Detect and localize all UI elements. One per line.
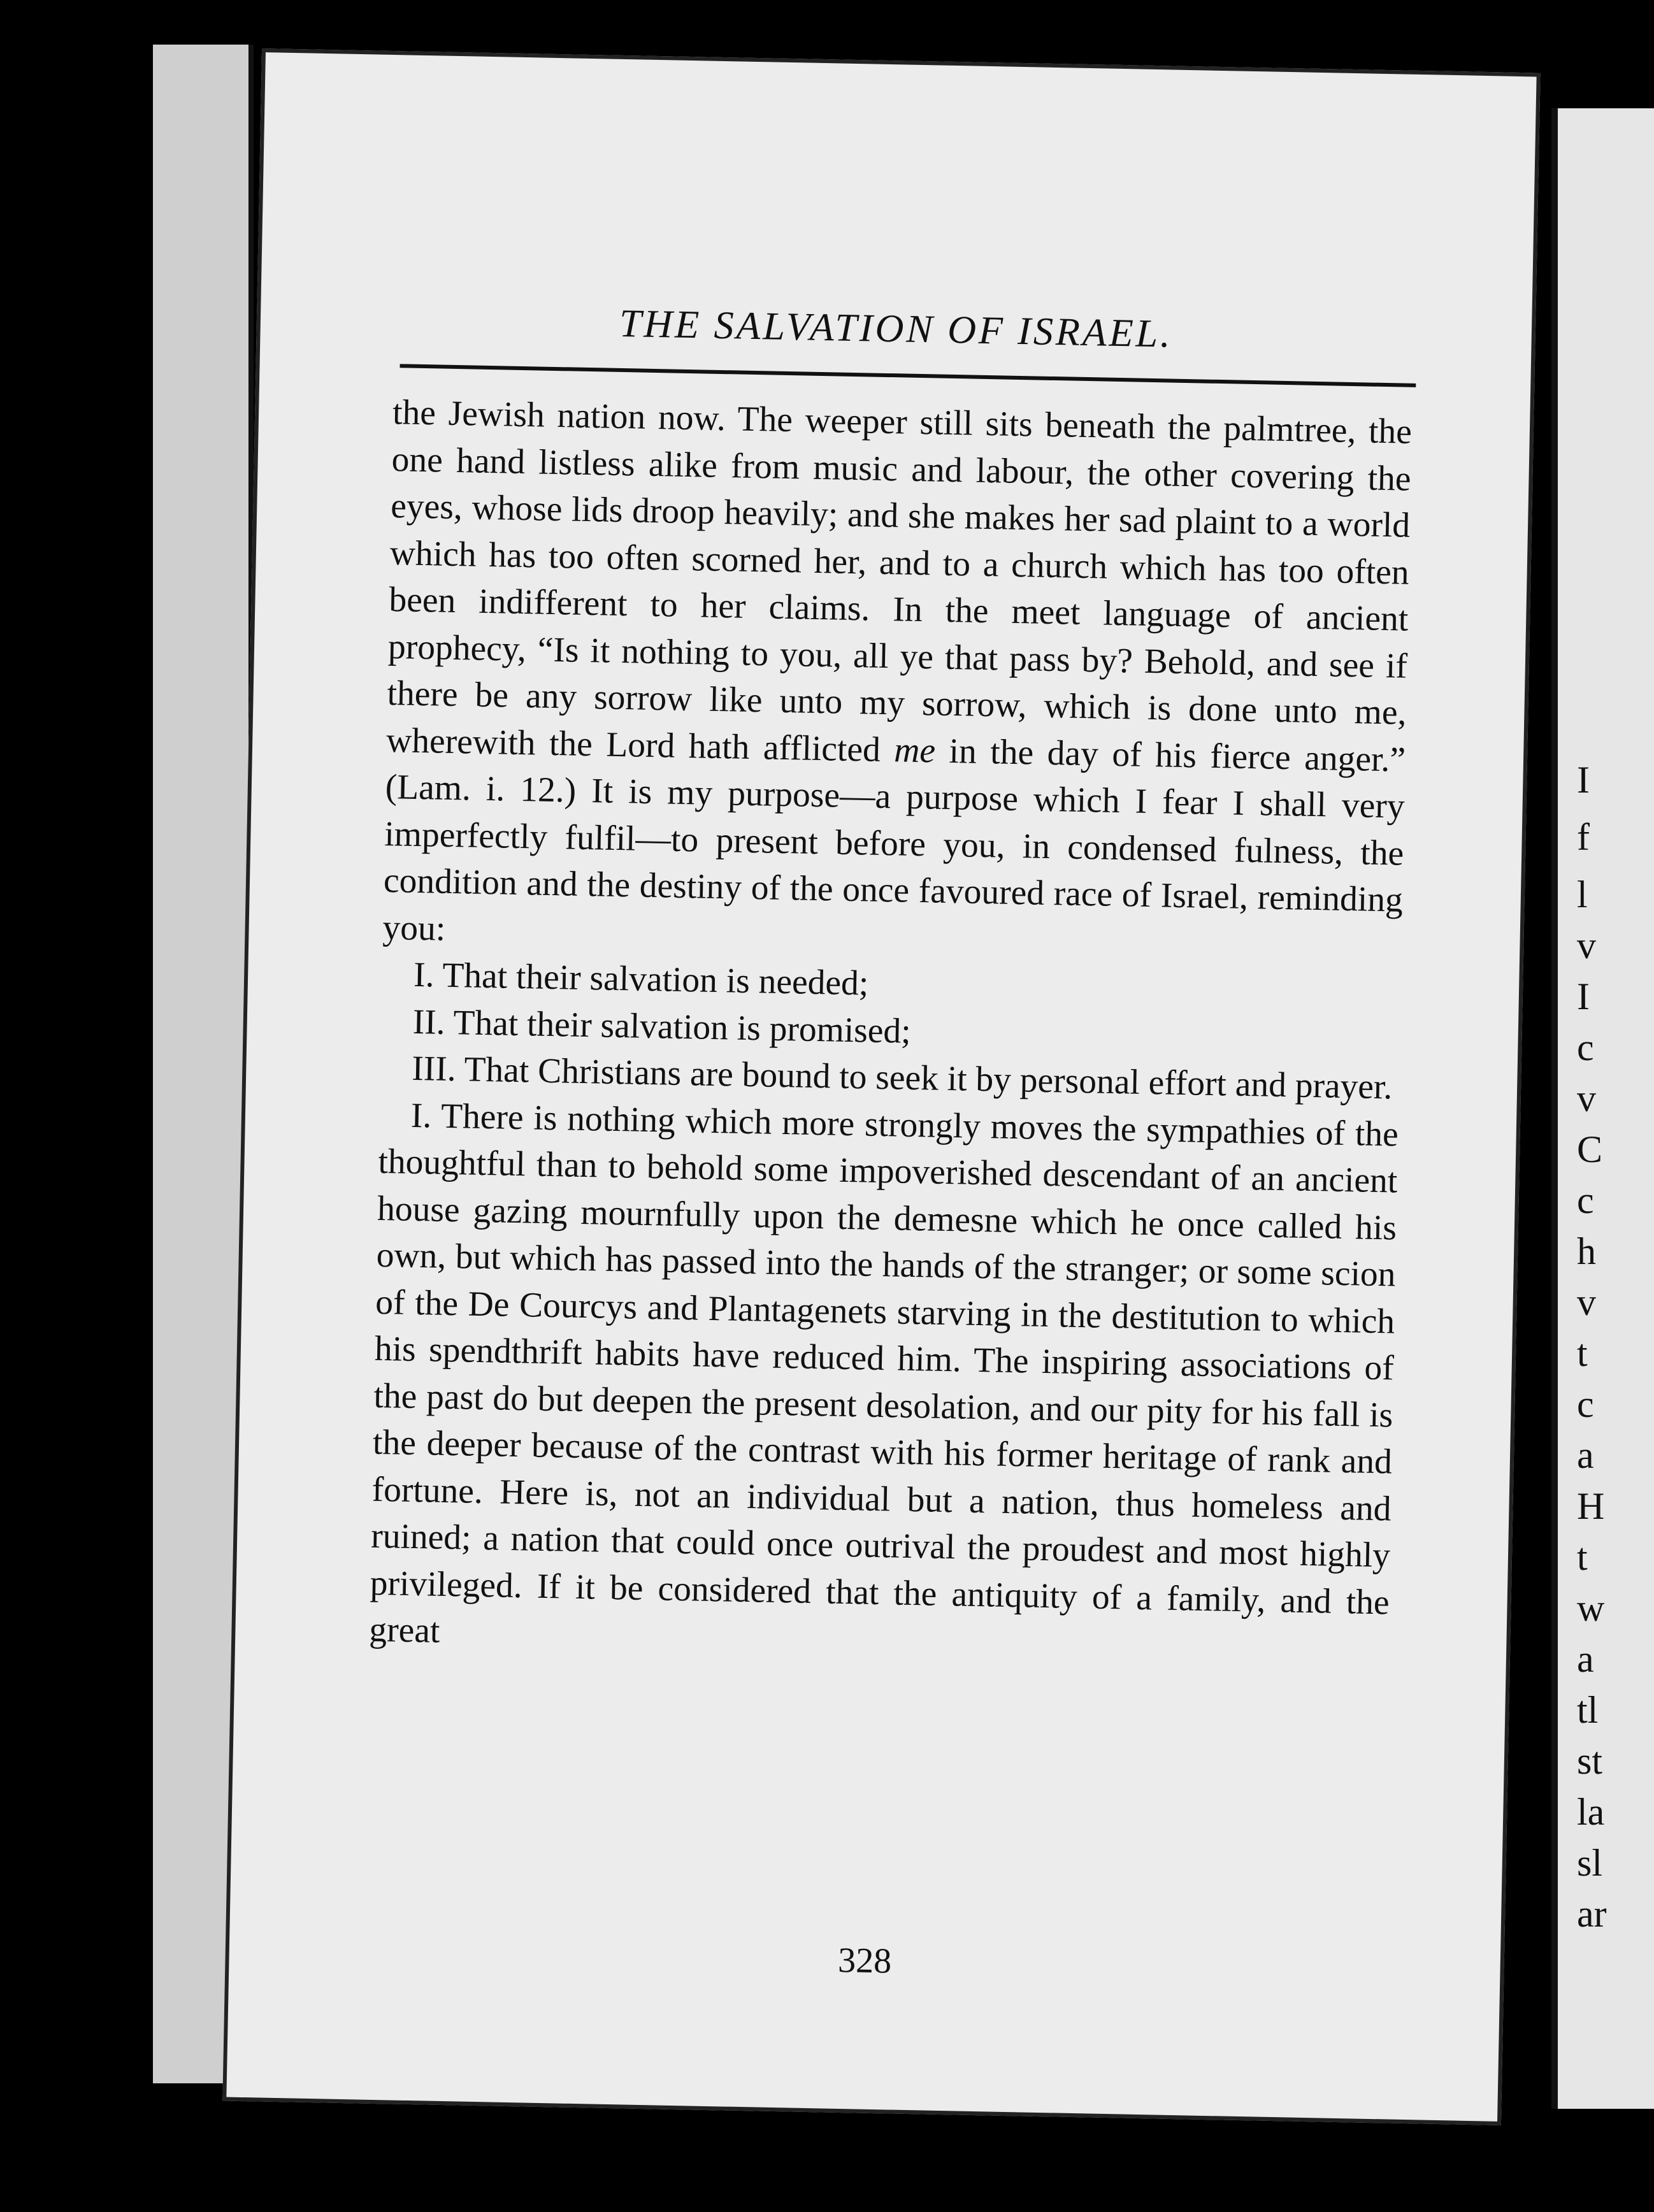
facing-fragment: c [1577, 1383, 1594, 1425]
facing-fragment: c [1577, 1179, 1594, 1221]
facing-fragment: la [1577, 1791, 1605, 1833]
paragraph-2: I. There is nothing which more strongly moves the sympathies of the thoughtful than to behold some impoverished descendant of an ancient house gazing mournfully upon the demesne which he once called his own, but which has passed into the hands of the stranger; or some scion of the De Courcys and Plantagenets starving in the destitution to which his spendthrift habits have reduced him. The inspiring associations of the past do but deepen the present desolation, and our pity for his fall is the deeper because of the contrast with his former heritage of rank and fortune. Here is, not an individual but a nation, thus homeless and ruined; a nation that could once outrival the proudest and most highly privileged. If it be considered that the antiquity of a family, and the great [368, 1096, 1399, 1651]
header-rule [400, 364, 1416, 387]
facing-fragment: c [1577, 1026, 1594, 1068]
italic-emphasis: me [893, 730, 936, 771]
paragraph-1-text: the Jewish nation now. The weeper still sits beneath the palmtree, the one hand listless alike from music and labour, the other covering the eyes, whose lids droop heavily; and she makes her sad plaint to a world which has too often scorned her, and to a church which has too often been indifferent to her claims. In the meet language of ancient prophecy, “Is it nothing to you, all ye that pass by? Behold, and see if there be any sorrow like unto my sorrow, which is done unto me, wherewith the Lord hath afflicted [385, 393, 1413, 770]
point-2: II. That their salvation is promised; [412, 1002, 912, 1051]
paragraph-1 [382, 389, 1413, 971]
facing-fragment: v [1577, 1281, 1596, 1323]
facing-fragment: a [1577, 1638, 1594, 1680]
facing-fragment: l [1577, 873, 1588, 916]
facing-fragment: C [1577, 1128, 1603, 1170]
facing-page [1551, 108, 1654, 2109]
page-number: 328 [837, 1940, 892, 1981]
facing-fragment: tl [1577, 1689, 1599, 1731]
facing-fragment: v [1577, 924, 1596, 966]
book-page [222, 48, 1540, 2125]
facing-fragment: v [1577, 1077, 1596, 1119]
facing-fragment: t [1577, 1332, 1588, 1374]
facing-fragment: ar [1577, 1893, 1607, 1935]
facing-fragment: st [1577, 1740, 1603, 1782]
facing-fragment: H [1577, 1485, 1605, 1527]
facing-fragment: f [1577, 816, 1590, 858]
facing-fragment: h [1577, 1230, 1596, 1272]
facing-fragment: t [1577, 1536, 1588, 1578]
facing-fragment: I [1577, 975, 1590, 1017]
facing-fragment: sl [1577, 1842, 1603, 1884]
paragraph-1-end: in the day of his fierce anger.” (Lam. i. 12.) It is my purpose—a purpose which I fear I shall very imperfectly fulfil—to present before you, in condensed fulness, the condition and the destiny of the once favoured race of Israel, reminding you: [382, 731, 1406, 949]
page-body [369, 389, 1413, 1673]
facing-fragment: a [1577, 1434, 1594, 1476]
running-header: THE SALVATION OF ISRAEL. [619, 301, 1174, 356]
facing-fragment: I [1577, 759, 1590, 801]
point-3: III. That Christians are bound to seek it by personal effort and prayer. [411, 1049, 1393, 1107]
point-1: I. That their salvation is needed; [413, 955, 869, 1003]
facing-fragment: w [1577, 1587, 1605, 1629]
